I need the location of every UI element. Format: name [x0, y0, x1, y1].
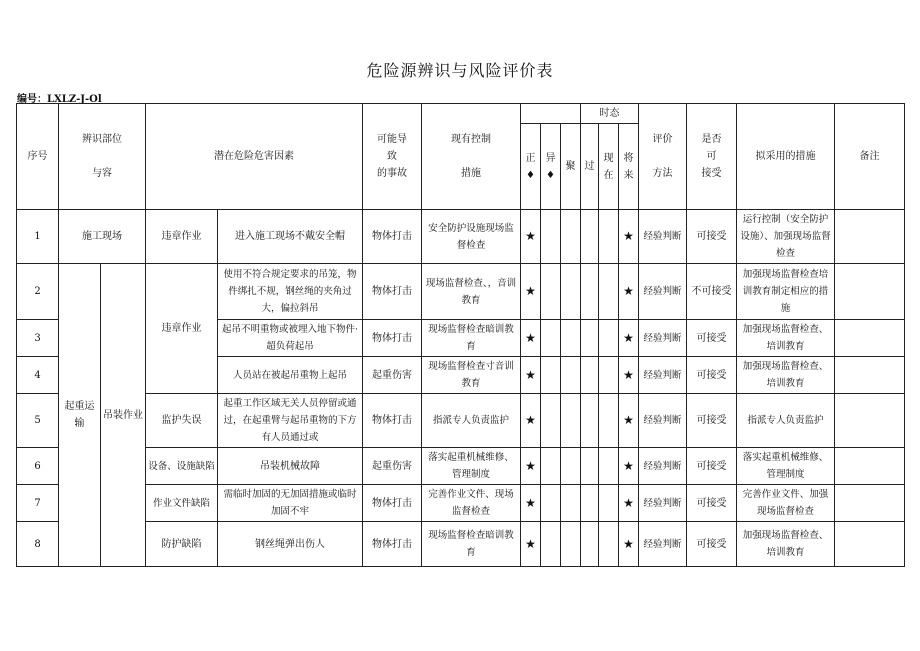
control-cell: 现场监督检查暗训教育	[422, 522, 521, 567]
seq-cell: 8	[17, 522, 59, 567]
star-mark: ★	[619, 485, 639, 522]
hazard-cell: 进入施工现场不戴安全帽	[218, 210, 363, 264]
measure-cell: 落实起重机械维修、管理制度	[737, 448, 835, 485]
header-state-emergency: 聚	[561, 124, 581, 210]
header-seq: 序号	[17, 104, 59, 210]
header-tense-past: 过	[581, 124, 599, 210]
category-cell: 防护缺陷	[146, 522, 218, 567]
star-mark: ★	[619, 264, 639, 320]
header-control	[422, 104, 521, 210]
document-code: 编号：LXLZ-J-Ol	[17, 94, 102, 105]
accident-cell: 物体打击	[363, 210, 422, 264]
method-cell: 经验判断	[639, 522, 687, 567]
hazard-cell: 起吊不明重物或被埋入地下物件·超负荷起吊	[218, 320, 363, 357]
star-mark: ★	[521, 320, 541, 357]
acceptable-cell: 可接受	[687, 210, 737, 264]
method-cell: 经验判断	[639, 485, 687, 522]
table-row	[17, 264, 905, 320]
accident-cell: 物体打击	[363, 522, 422, 567]
star-mark: ★	[619, 448, 639, 485]
hazard-cell: 起重工作区域无关人员停留或通过，在起重臂与起吊重物的下方有人员通过或	[218, 394, 363, 448]
risk-assessment-table	[16, 103, 905, 567]
hazard-cell: 吊装机械故障	[218, 448, 363, 485]
method-cell: 经验判断	[639, 320, 687, 357]
category-cell: 违章作业	[146, 210, 218, 264]
acceptable-cell: 可接受	[687, 448, 737, 485]
table-row	[17, 448, 905, 485]
header-method-line2: 方法	[652, 168, 673, 179]
header-accident	[363, 104, 422, 210]
header-tense-future: 将来	[619, 124, 639, 210]
seq-cell: 1	[17, 210, 59, 264]
header-state-normal: 正♦	[521, 124, 541, 210]
header-acceptable	[687, 104, 737, 210]
acceptable-cell: 可接受	[687, 485, 737, 522]
group-main-cell: 起重运输	[59, 264, 101, 567]
accident-cell: 物体打击	[363, 485, 422, 522]
measure-cell: 加强现场监督检查、培训教育	[737, 357, 835, 394]
header-hazard: 潜在危险危害因素	[146, 104, 363, 210]
control-cell: 落实起重机械维修、管理制度	[422, 448, 521, 485]
measure-cell: 加强现场监督检查培训教育制定相应的措施	[737, 264, 835, 320]
control-cell: 完善作业文件、现场监督检查	[422, 485, 521, 522]
method-cell: 经验判断	[639, 210, 687, 264]
method-cell: 经验判断	[639, 394, 687, 448]
hazard-cell: 使用不符合规定要求的吊笼，物件绑扎不规，钢丝绳的夹角过大，偏拉斜吊	[218, 264, 363, 320]
star-mark: ★	[521, 357, 541, 394]
star-mark: ★	[521, 210, 541, 264]
header-control-line2: 措施	[461, 168, 481, 179]
control-cell: 指派专人负责监护	[422, 394, 521, 448]
header-measures: 拟采用的措施	[737, 104, 835, 210]
measure-cell: 运行控制（安全防护设施）、加强现场监督检查	[737, 210, 835, 264]
seq-cell: 5	[17, 394, 59, 448]
header-remarks: 备注	[835, 104, 905, 210]
header-accident-line3: 的事故	[377, 168, 407, 179]
method-cell: 经验判断	[639, 448, 687, 485]
acceptable-cell: 可接受	[687, 357, 737, 394]
table-row	[17, 210, 905, 264]
measure-cell: 加强现场监督检查、培训教育	[737, 320, 835, 357]
control-cell: 现场监督检查暗训教育	[422, 320, 521, 357]
accident-cell: 物体打击	[363, 394, 422, 448]
measure-cell: 指派专人负责监护	[737, 394, 835, 448]
table-row	[17, 522, 905, 567]
header-control-line1: 现有控制	[451, 134, 491, 145]
header-tense: 时态	[581, 104, 639, 124]
accident-cell: 物体打击	[363, 264, 422, 320]
method-cell: 经验判断	[639, 264, 687, 320]
measure-cell: 加强现场监督检查、培训教育	[737, 522, 835, 567]
seq-cell: 3	[17, 320, 59, 357]
header-accept-line2: 可	[706, 151, 717, 162]
acceptable-cell: 不可接受	[687, 264, 737, 320]
star-mark: ★	[619, 357, 639, 394]
accident-cell: 起重伤害	[363, 448, 422, 485]
header-part-line1: 辨识部位	[82, 134, 122, 145]
control-cell: 现场监督检查、，音训教育	[422, 264, 521, 320]
control-cell: 现场监督检查寸音训教育	[422, 357, 521, 394]
seq-cell: 7	[17, 485, 59, 522]
hazard-cell: 钢丝绳弹出伤人	[218, 522, 363, 567]
star-mark: ★	[521, 485, 541, 522]
table-row	[17, 485, 905, 522]
header-accept-line3: 接受	[701, 168, 722, 179]
accident-cell: 物体打击	[363, 320, 422, 357]
group-sub-cell: 吊装作业	[101, 264, 146, 567]
category-cell: 违章作业	[146, 264, 218, 394]
part-cell: 施工现场	[59, 210, 146, 264]
header-accept-line1: 是否	[701, 134, 722, 145]
header-method	[639, 104, 687, 210]
star-mark: ★	[521, 448, 541, 485]
star-mark: ★	[619, 210, 639, 264]
measure-cell: 完善作业文件、加强现场监督检查	[737, 485, 835, 522]
control-cell: 安全防护设施现场监督检查	[422, 210, 521, 264]
star-mark: ★	[619, 320, 639, 357]
hazard-cell: 需临时加固的无加固措施或临时加固不牢	[218, 485, 363, 522]
acceptable-cell: 可接受	[687, 522, 737, 567]
header-tense-present: 现在	[599, 124, 619, 210]
star-mark: ★	[521, 394, 541, 448]
header-part	[59, 104, 146, 210]
header-accident-line2: 致	[387, 151, 397, 162]
hazard-cell: 人员站在被起吊重物上起吊	[218, 357, 363, 394]
star-mark: ★	[619, 394, 639, 448]
seq-cell: 2	[17, 264, 59, 320]
category-cell: 作业文件缺陷	[146, 485, 218, 522]
seq-cell: 4	[17, 357, 59, 394]
category-cell: 监护失误	[146, 394, 218, 448]
accident-cell: 起重伤害	[363, 357, 422, 394]
star-mark: ★	[619, 522, 639, 567]
header-part-line2: 与容	[92, 168, 112, 179]
page-title: 危险源辨识与风险评价表	[366, 61, 554, 80]
method-cell: 经验判断	[639, 357, 687, 394]
header-accident-line1: 可能导	[377, 134, 407, 145]
star-mark: ★	[521, 522, 541, 567]
header-method-line1: 评价	[652, 134, 673, 145]
acceptable-cell: 可接受	[687, 394, 737, 448]
acceptable-cell: 可接受	[687, 320, 737, 357]
category-cell: 设备、设施缺陷	[146, 448, 218, 485]
seq-cell: 6	[17, 448, 59, 485]
table-row	[17, 394, 905, 448]
star-mark: ★	[521, 264, 541, 320]
header-row	[17, 104, 905, 124]
header-state-abnormal: 异♦	[541, 124, 561, 210]
